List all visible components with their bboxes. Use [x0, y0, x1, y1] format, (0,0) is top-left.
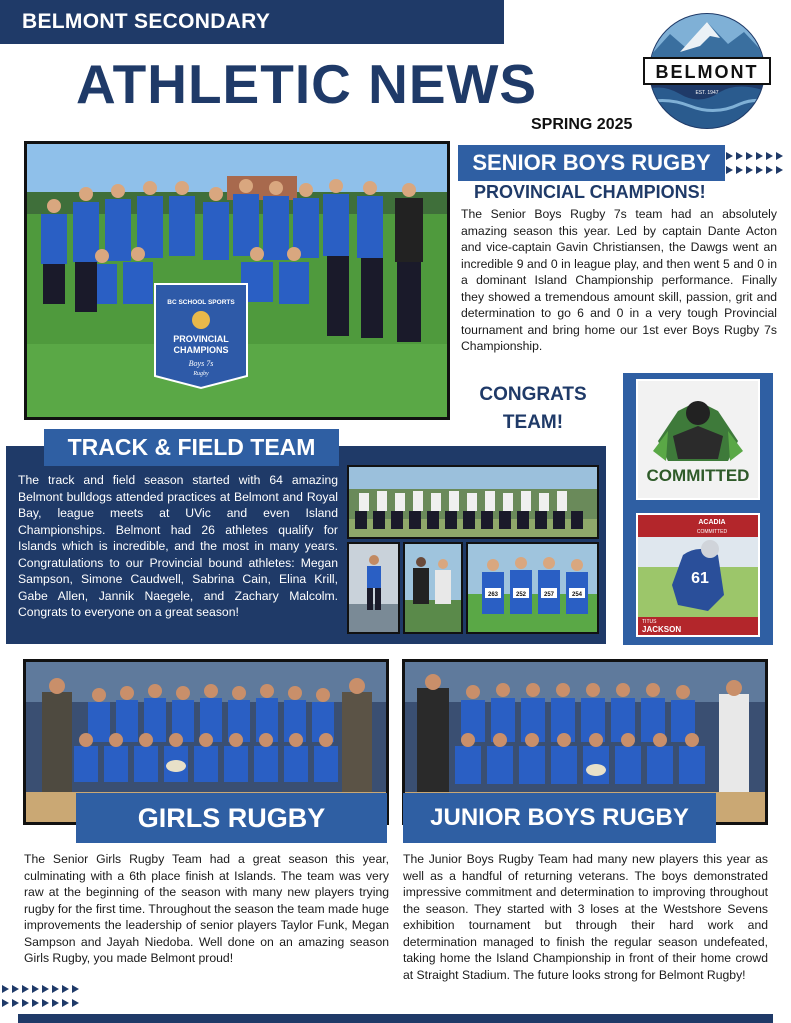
banner-line-5: Rugby [193, 371, 209, 377]
banner-line-2: PROVINCIAL [173, 334, 229, 344]
junior-boys-rugby-heading: JUNIOR BOYS RUGBY [403, 793, 716, 843]
senior-boys-subheading: PROVINCIAL CHAMPIONS! [474, 182, 706, 202]
school-name: BELMONT SECONDARY [22, 10, 271, 33]
senior-boys-rugby-heading: SENIOR BOYS RUGBY [458, 145, 725, 181]
senior-boys-article: The Senior Boys Rugby 7s team had an absolutely amazing season this year. Led by captain Dante Acton and vice-captain Gavin Christiansen, the Dawgs went an incredible 9 and 0 in league play, and then went 5 and 0 in a dominant Island Championship performance. Finally they showed a tremendous amount skill, passion, grit and determination to go 6 and 0 in a very tough Provincial tournament and bring home our 1st ever Boys Rugby 7s Championship. [461, 207, 777, 353]
junior-boys-article: The Junior Boys Rugby Team had many new players this year as well as a handful of returning veterans. The boys demonstrated impressive commitment and determination to improving throughout the season. They started with 3 loses at the Westshore Sevens exhibition tournament but through their hard work and determination managed to finish the regular season undefeated, taking home the Island Championship in front of their home crowd at Straight Stadium. The future looks strong for Belmont Rugby! [403, 852, 768, 982]
congrats-line-2: TEAM! [502, 412, 564, 433]
track-athletes-photo [403, 542, 463, 634]
track-field-article: The track and field season started with 64 amazing Belmont bulldogs attended practices at Belmont and Royal Bay, league meets at UVic and even Island Championships. Belmont had 26 athletes qualify for Islands which is incredible, and the most in many years. Congratulations to our Provincial bound athletes: Megan Sampson, Simone Caudwell, Sabrina Cain, Elina Krill, Gabe Allen, Jannik Naegele, and Zachary Malcolm. Congrats to everyone on a great season! [18, 473, 338, 619]
edition-label: SPRING 2025 [531, 116, 633, 133]
track-jumper-photo [347, 542, 400, 634]
congrats-callout [458, 381, 608, 437]
acadia-committed-card [636, 513, 760, 637]
bib-number: 257 [543, 592, 555, 598]
newsletter-title: ATHLETIC NEWS [76, 53, 538, 115]
player-first-name: TITUS [642, 619, 657, 625]
committed-graphic [636, 379, 760, 500]
banner-line-3: CHAMPIONS [173, 345, 229, 355]
logo-est: EST. 1947 [695, 90, 719, 96]
school-name-bar [0, 0, 504, 44]
acadia-committed-label: COMMITTED [696, 529, 728, 535]
jersey-number: 61 [691, 570, 709, 587]
decorative-arrows-icon [2, 983, 84, 1011]
bib-number: 252 [515, 592, 527, 598]
footer-bar [18, 1014, 773, 1023]
track-team-group-photo [347, 465, 599, 539]
decorative-arrows-icon [726, 150, 788, 178]
acadia-label: ACADIA [698, 519, 726, 526]
congrats-line-1: CONGRATS [479, 384, 587, 405]
bib-number: 254 [571, 592, 583, 598]
banner-line-4: Boys 7s [188, 359, 214, 368]
bib-number: 263 [487, 592, 499, 598]
track-provincial-athletes-photo [466, 542, 599, 634]
girls-rugby-heading: GIRLS RUGBY [76, 793, 387, 843]
senior-boys-team-photo [24, 141, 450, 420]
logo-name: BELMONT [655, 62, 759, 82]
track-field-heading: TRACK & FIELD TEAM [44, 429, 339, 466]
banner-line-1: BC SCHOOL SPORTS [167, 299, 235, 306]
committed-text: COMMITTED [646, 466, 750, 485]
girls-rugby-article: The Senior Girls Rugby Team had a great season this year, culminating with a 6th place finish at Islands. The team was very raw at the beginning of the season with many new players trying rugby for the first time. Throughout the season the team made huge improvements the leadership of senior players Taylor Funk, Megan Sampson and Jayah Niedoba. Well done on an amazing season Girls Rugby, you made Belmont proud! [24, 852, 389, 965]
provincial-champions-banner [155, 284, 247, 388]
belmont-logo [640, 12, 774, 130]
player-last-name: JACKSON [642, 625, 682, 634]
